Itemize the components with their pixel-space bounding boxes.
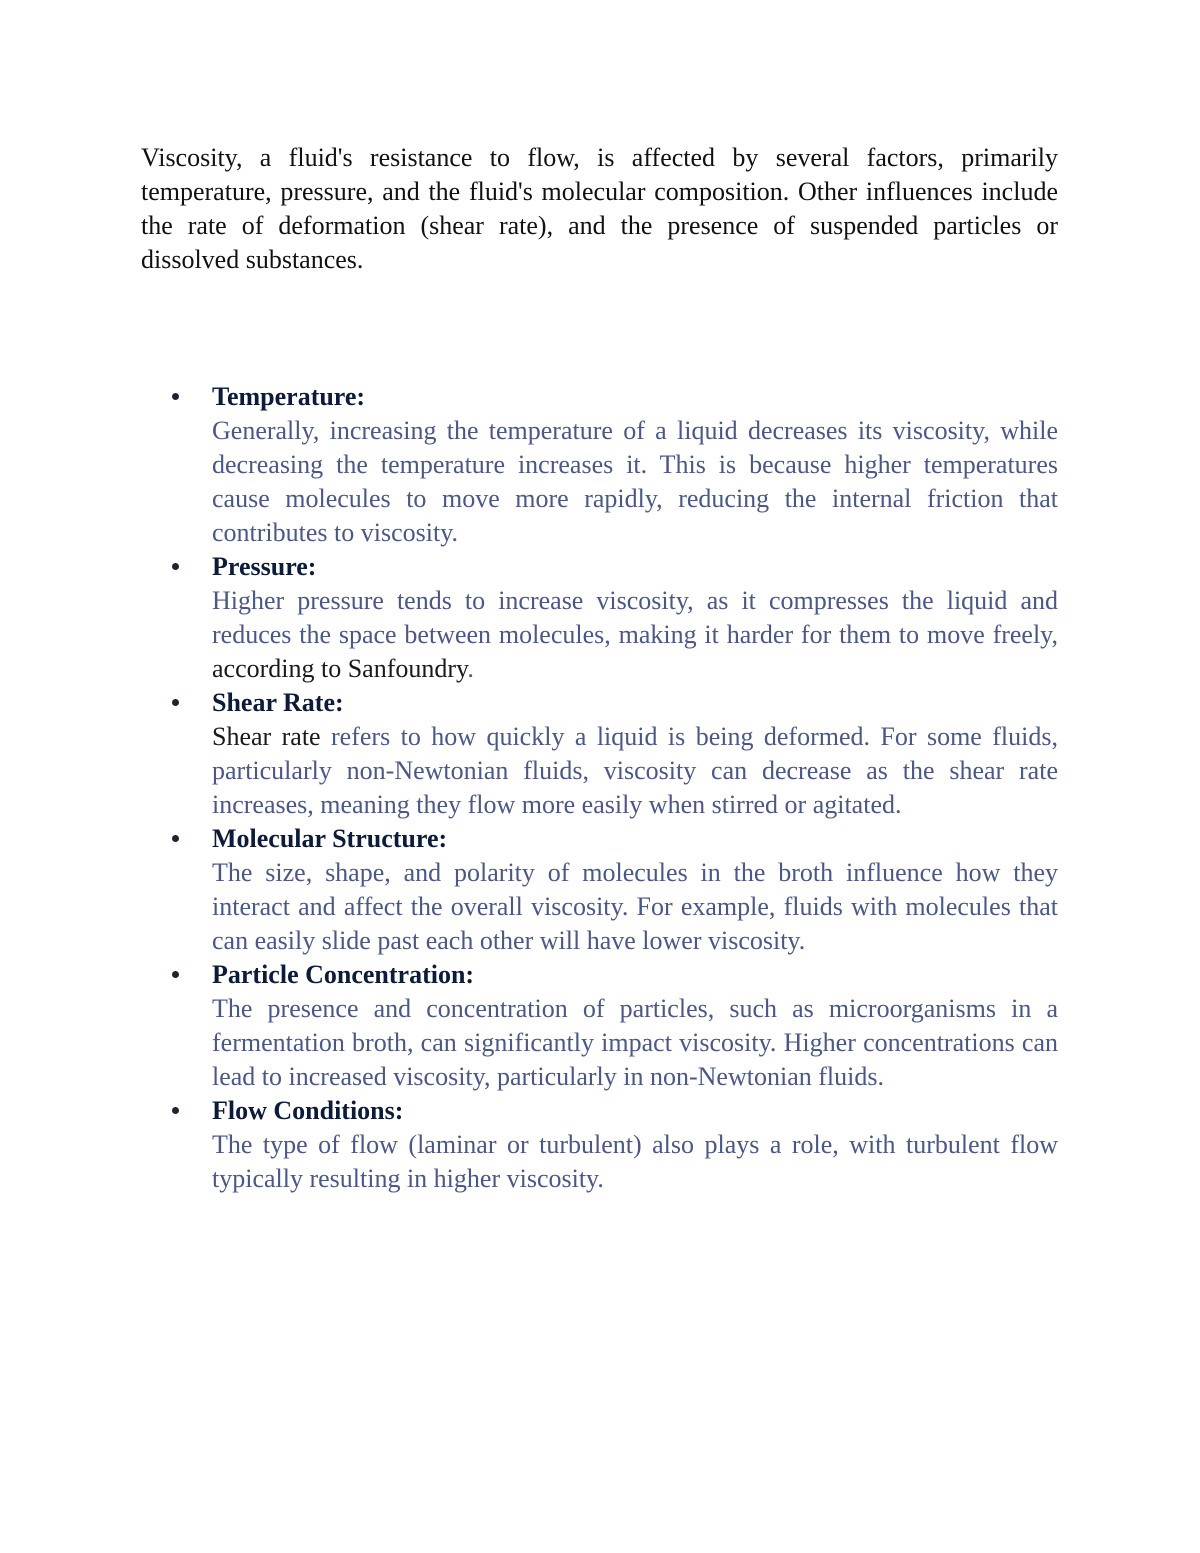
factor-description xyxy=(212,720,1058,822)
intro-paragraph: Viscosity, a fluid's resistance to flow, is affected by several factors, primarily temperature, pressure, and the fluid's molecular composition. Other influences include the rate of deformation (shear rate), and the presence of suspended particles or dissolved substances. xyxy=(141,143,1058,274)
factor-description xyxy=(212,584,1058,686)
factor-heading: Pressure: xyxy=(212,552,317,581)
factor-heading: Flow Conditions: xyxy=(212,1096,404,1125)
list-item-particle-concentration xyxy=(141,958,1058,1094)
bullet-icon xyxy=(172,971,179,978)
bullet-icon xyxy=(172,563,179,570)
factor-description: Generally, increasing the temperature of a liquid decreases its viscosity, while decreasing the temperature increases it. This is because higher temperatures cause molecules to move more rapidly, reducing the internal friction that contributes to viscosity. xyxy=(212,416,1058,547)
factor-heading: Shear Rate: xyxy=(212,688,344,717)
bullet-icon xyxy=(172,393,179,400)
list-item-temperature xyxy=(141,380,1058,550)
document-page xyxy=(141,141,1058,1193)
list-item-shear-rate xyxy=(141,686,1058,822)
list-item-flow-conditions xyxy=(141,1094,1058,1196)
term-highlight: Shear rate xyxy=(212,722,321,751)
factor-heading: Temperature: xyxy=(212,382,366,411)
list-item-molecular-structure xyxy=(141,822,1058,958)
bullet-icon xyxy=(172,835,179,842)
factor-description-text: Higher pressure tends to increase viscosity, as it compresses the liquid and reduces the space between molecules, making it harder for them to move freely, xyxy=(212,586,1058,649)
source-attribution: according to Sanfoundry xyxy=(212,654,468,683)
factor-list xyxy=(141,380,1058,1196)
factor-description: The type of flow (laminar or turbulent) also plays a role, with turbulent flow typically resulting in higher viscosity. xyxy=(212,1130,1058,1193)
bullet-icon xyxy=(172,1107,179,1114)
factor-description-text: refers to how quickly a liquid is being deformed. For some fluids, particularly non-Newtonian fluids, viscosity can decrease as the shear rate increases, meaning they flow more easily when stirred or agitated. xyxy=(212,722,1058,819)
factor-heading: Molecular Structure: xyxy=(212,824,448,853)
sentence-end: . xyxy=(467,654,474,683)
factor-heading: Particle Concentration: xyxy=(212,960,475,989)
list-item-pressure xyxy=(141,550,1058,686)
bullet-icon xyxy=(172,699,179,706)
factor-description: The size, shape, and polarity of molecules in the broth influence how they interact and affect the overall viscosity. For example, fluids with molecules that can easily slide past each other will have lower viscosity. xyxy=(212,858,1058,955)
factor-description: The presence and concentration of particles, such as microorganisms in a fermentation broth, can significantly impact viscosity. Higher concentrations can lead to increased viscosity, particularly in non-Newtonian fluids. xyxy=(212,994,1058,1091)
